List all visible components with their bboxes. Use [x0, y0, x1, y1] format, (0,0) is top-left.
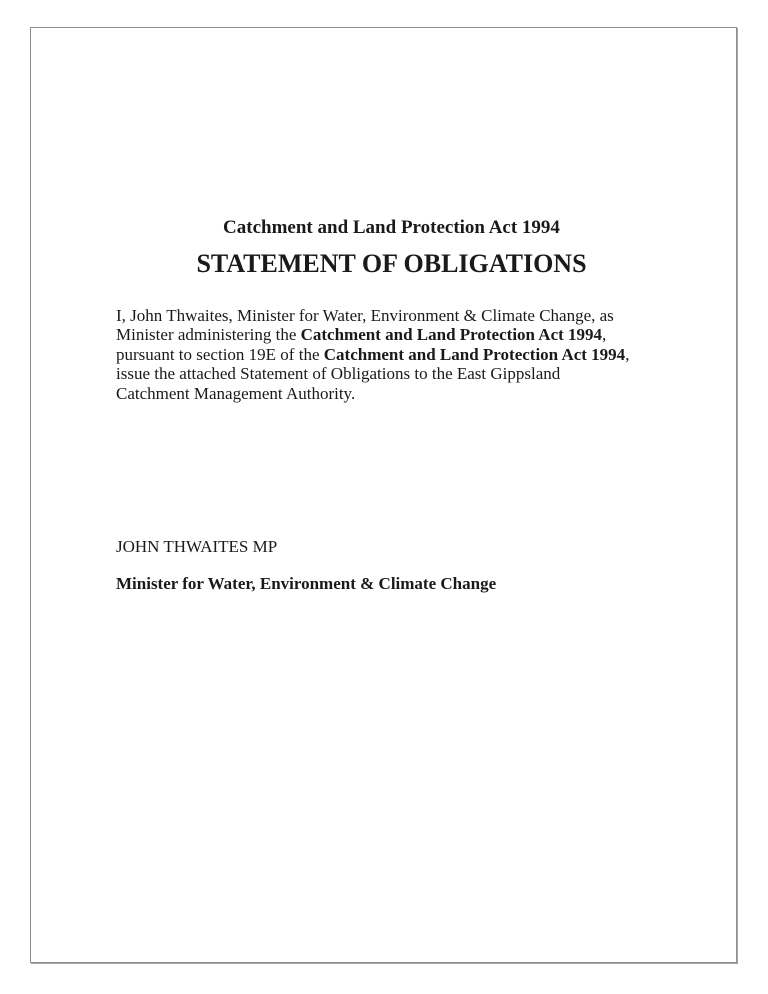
- paragraph-line: issue the attached Statement of Obligations to the East Gippsland: [116, 364, 561, 384]
- page-content: [116, 28, 667, 962]
- statement-paragraph: [116, 306, 667, 403]
- document-page: [30, 27, 737, 963]
- paragraph-line: Minister administering the Catchment and Land Protection Act 1994,: [116, 325, 607, 345]
- paragraph-line: I, John Thwaites, Minister for Water, Environment & Climate Change, as: [116, 306, 614, 325]
- signatory-title: Minister for Water, Environment & Climate Change: [116, 574, 497, 593]
- signatory-name: JOHN THWAITES MP: [116, 537, 278, 556]
- statement-title: STATEMENT OF OBLIGATIONS: [196, 249, 587, 278]
- paragraph-line: Catchment Management Authority.: [116, 383, 356, 403]
- act-title: Catchment and Land Protection Act 1994: [223, 217, 560, 238]
- paragraph-line: pursuant to section 19E of the Catchment and Land Protection Act 1994,: [116, 344, 630, 364]
